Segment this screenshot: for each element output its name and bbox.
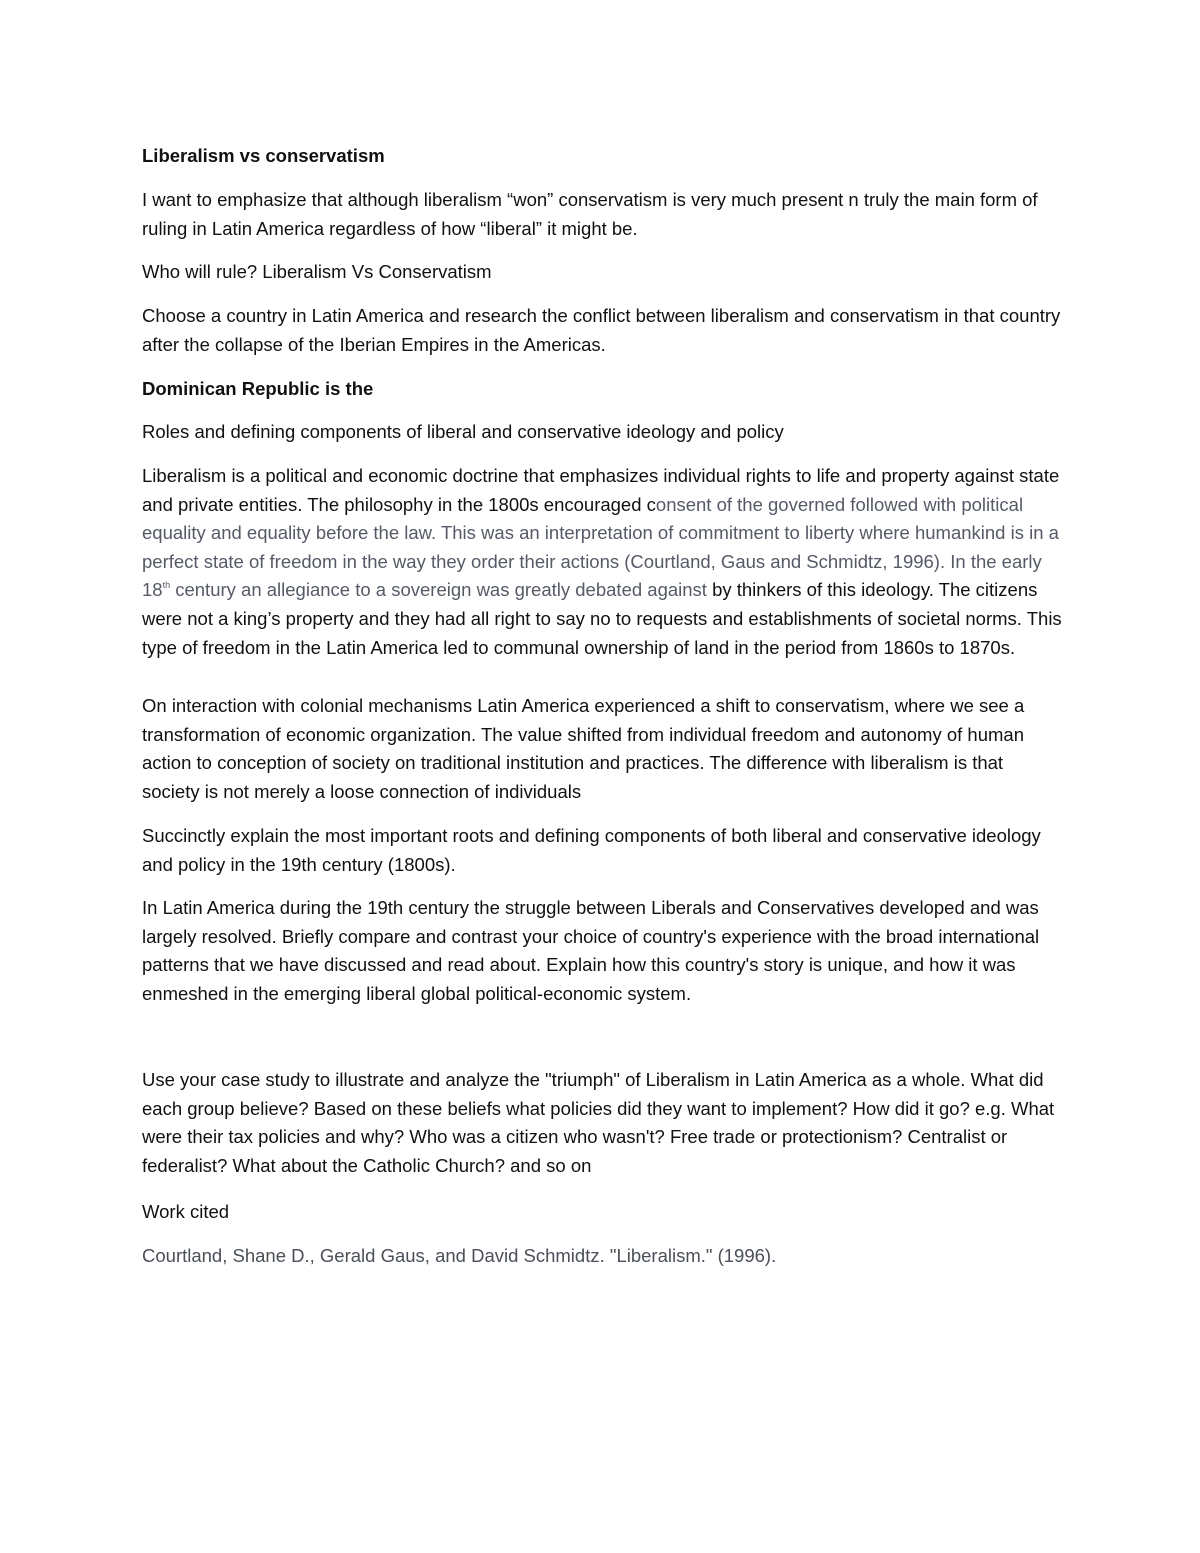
prompt-paragraph: Choose a country in Latin America and research the conflict between liberalism and conservatism in that country after the collapse of the Iberian Empires in the Americas. [142,305,1061,355]
works-cited-heading: Work cited [142,1201,230,1222]
latin-america-paragraph: In Latin America during the 19th century the struggle between Liberals and Conservatives developed and was largely resolved. Briefly compare and contrast your choice of country's experience with the broad international patterns that we have discussed and read about. Explain how this country's story is unique, and how it was enmeshed in the emerging liberal global political-economic system. [142,897,1040,1004]
succinctly-paragraph: Succinctly explain the most important roots and defining components of both liberal and conservative ideology and policy in the 19th century (1800s). [142,825,1041,875]
question-title: Who will rule? Liberalism Vs Conservatism [142,261,492,282]
country-heading: Dominican Republic is the [142,378,374,399]
liberalism-text-4: by thinkers of this ideology. The citizens were not a king’s property and they had all right to say no to requests and establishments of societal norms. This type of freedom in the Latin America led to communal ownership of land in the period from 1860s to 1870s. [142,579,1062,658]
intro-paragraph: I want to emphasize that although liberalism “won” conservatism is very much present n truly the main form of ruling in Latin America regardless of how “liberal” it might be. [142,189,1038,239]
liberalism-text-3: century an allegiance to a sovereign was greatly debated against [170,579,707,601]
liberalism-text-1: Liberalism is a political and economic doctrine that emphasizes individual rights to life and property against state and private entities. The philosophy in the 1800s encouraged c [142,465,1060,515]
document-title: Liberalism vs conservatism [142,145,385,166]
conservatism-paragraph: On interaction with colonial mechanisms Latin America experienced a shift to conservatism, where we see a transformation of economic organization. The value shifted from individual freedom and autonomy of human action to conception of society on traditional institution and practices. The difference with liberalism is that society is not merely a loose connection of individuals [142,695,1025,802]
ordinal-superscript: th [162,580,171,591]
liberalism-paragraph [142,462,1062,662]
liberalism-text-2: onsent of the governed followed with political equality and equality before the law. This was an interpretation of commitment to liberty where humankind is in a perfect state of freedom in the way they order their actions (Courtland, Gaus and Schmidtz, 1996). In the early 18 [142,493,1059,601]
roles-heading: Roles and defining components of liberal and conservative ideology and policy [142,421,784,442]
citation-entry: Courtland, Shane D., Gerald Gaus, and David Schmidtz. "Liberalism." (1996). [142,1245,777,1266]
case-study-paragraph: Use your case study to illustrate and analyze the "triumph" of Liberalism in Latin America as a whole. What did each group believe? Based on these beliefs what policies did they want to implement? How did it go? e.g. What were their tax policies and why? Who was a citizen who wasn't? Free trade or protectionism? Centralist or federalist? What about the Catholic Church? and so on [142,1069,1055,1176]
